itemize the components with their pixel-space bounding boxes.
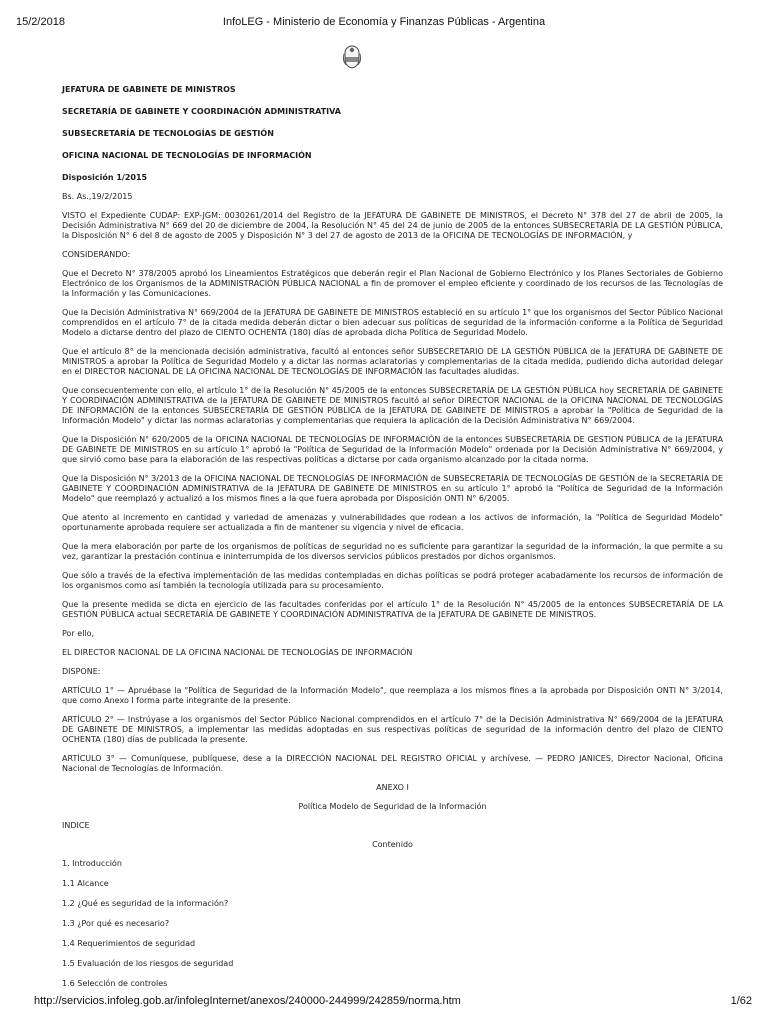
print-header bbox=[0, 16, 768, 32]
toc-item[interactable]: 1.2 ¿Qué es seguridad de la información? bbox=[62, 899, 229, 908]
dispone-label: DISPONE: bbox=[62, 667, 101, 676]
considerando-paragraph: Que la Disposición N° 3/2013 de la OFICINA NACIONAL DE TECNOLOGÍAS DE INFORMACIÓN de SUBSECRETARÍA DE TECNOLOGÍAS DE GESTIÓN de la SECRETARÍA DE GABINETE Y COORDINACIÓN ADMINISTRATIVA de la JEFATURA DE GABINETE DE MINISTROS en su artículo 1° aprobó la "Política de Seguridad de la Información Modelo" que reemplazó y actualizó a los mismos fines a la que fuera aprobada por Disposición ONTI N° 6/2005. bbox=[62, 474, 723, 503]
articulo-2: ARTÍCULO 2° — Instrúyase a los organismos del Sector Público Nacional comprendidos en el artículo 7° de la Decisión Administrativa N° 669/2004 de la JEFATURA DE GABINETE DE MINISTROS, a implementar las medidas adoptadas en sus respectivas políticas de seguridad de la información dentro del plazo de CIENTO OCHENTA (180) días de publicada la presente. bbox=[62, 715, 723, 744]
place-date: Bs. As.,19/2/2015 bbox=[62, 192, 133, 201]
considerando-paragraph: Que el Decreto N° 378/2005 aprobó los Lineamientos Estratégicos que deberán regir el Plan Nacional de Gobierno Electrónico y los Planes Sectoriales de Gobierno Electrónico de los Organismos de la ADMINISTRACIÓN PÚBLICA NACIONAL a fin de promover el empleo eficiente y coordinado de los recursos de las Tecnologías de la Información y las Comunicaciones. bbox=[62, 269, 723, 298]
disposicion-number: Disposición 1/2015 bbox=[62, 173, 148, 182]
considerando-paragraph: Que el artículo 8° de la mencionada decisión administrativa, facultó al entonces señor SUBSECRETARIO DE LA GESTIÓN PÚBLICA de la JEFATURA DE GABINETE DE MINISTROS a aprobar la Política de Seguridad Modelo y a dictar las normas aclaratorias y complementarias de la citada medida, pudiendo dicha autoridad delegar en el DIRECTOR NACIONAL DE LA OFICINA NACIONAL DE TECNOLOGÍAS DE INFORMACIÓN las facultades aludidas. bbox=[62, 347, 723, 376]
toc-item[interactable]: 1. Introducción bbox=[62, 859, 122, 868]
considerando-paragraph: Que consecuentemente con ello, el artículo 1° de la Resolución N° 45/2005 de la entonces SUBSECRETARÍA DE LA GESTIÓN PÚBLICA hoy SECRETARÍA DE GABINETE Y COORDINACIÓN ADMINISTRATIVA de la JEFATURA DE GABINETE DE MINISTROS facultó al señor DIRECTOR NACIONAL de la OFICINA NACIONAL DE TECNOLOGÍAS DE INFORMACIÓN de la entonces SUBSECRETARÍA DE GESTIÓN PÚBLICA de la JEFATURA DE GABINETE DE MINISTROS a aprobar la "Política de Seguridad de la Información Modelo" y dictar las normas aclaratorias y complementarias que requiera la aplicación de la Decisión Administrativa N° 669/2004. bbox=[62, 386, 723, 425]
argentina-coat-of-arms-icon bbox=[341, 44, 363, 70]
print-page-number: 1/62 bbox=[730, 995, 752, 1007]
considerando-paragraph: Que la presente medida se dicta en ejercicio de las facultades conferidas por el artículo 1° de la Resolución N° 45/2005 de la entonces SUBSECRETARÍA DE LA GESTIÓN PÚBLICA actual SECRETARÍA DE GABINETE Y COORDINACIÓN ADMINISTRATIVA de la JEFATURA DE GABINETE DE MINISTROS. bbox=[62, 600, 723, 619]
toc-item[interactable]: 1.6 Selección de controles bbox=[62, 979, 168, 988]
considerando-paragraph: Que atento al incremento en cantidad y variedad de amenazas y vulnerabilidades que rodean a los activos de información, la "Política de Seguridad Modelo" oportunamente aprobada requiere ser actualizada a fin de mantener su vigencia y nivel de eficacia. bbox=[62, 513, 723, 532]
considerando-paragraph: Que la mera elaboración por parte de los organismos de políticas de seguridad no es suficiente para garantizar la seguridad de la información, la que permite a su vez, garantizar la prestación continua e ininterrumpida de los diversos servicios públicos prestados por dichos organismos. bbox=[62, 542, 723, 561]
heading-secretaria: SECRETARÍA DE GABINETE Y COORDINACIÓN ADMINISTRATIVA bbox=[62, 107, 341, 116]
contenido-label: Contenido bbox=[372, 840, 413, 849]
toc-item[interactable]: 1.5 Evaluación de los riesgos de seguridad bbox=[62, 959, 234, 968]
norma-content bbox=[62, 85, 723, 999]
anexo-title: Política Modelo de Seguridad de la Información bbox=[298, 802, 487, 811]
print-page-title: InfoLEG - Ministerio de Economía y Finanzas Públicas - Argentina bbox=[222, 16, 546, 28]
toc-item[interactable]: 1.3 ¿Por qué es necesario? bbox=[62, 919, 170, 928]
toc-item[interactable]: 1.4 Requerimientos de seguridad bbox=[62, 939, 196, 948]
considerando-label: CONSIDERANDO: bbox=[62, 250, 131, 259]
print-footer bbox=[0, 995, 768, 1011]
heading-oficina: OFICINA NACIONAL DE TECNOLOGÍAS DE INFORMACIÓN bbox=[62, 151, 312, 160]
director-line: EL DIRECTOR NACIONAL DE LA OFICINA NACIONAL DE TECNOLOGÍAS DE INFORMACIÓN bbox=[62, 648, 413, 657]
considerando-paragraph: Que la Decisión Administrativa N° 669/2004 de la JEFATURA DE GABINETE DE MINISTROS estableció en su artículo 1° que los organismos del Sector Público Nacional comprendidos en el artículo 7° de la citada medida deberán dictar o bien adecuar sus políticas de seguridad de la información conforme a la Política de Seguridad Modelo a dictarse dentro del plazo de CIENTO OCHENTA (180) días de aprobada dicha Política de Seguridad Modelo. bbox=[62, 308, 723, 337]
considerando-paragraph: Que la Disposición N° 620/2005 de la OFICINA NACIONAL DE TECNOLOGÍAS DE INFORMACIÓN de la entonces SUBSECRETARÍA DE GESTION PÚBLICA de la JEFATURA DE GABINETE DE MINISTROS en su artículo 1° aprobó la "Política de Seguridad de la Información Modelo" ordenada por la Decisión Administrativa N° 669/2004, y que sirvió como base para la elaboración de las respectivas políticas a dictarse por cada organismo alcanzado por la citada norma. bbox=[62, 435, 723, 464]
articulo-1: ARTÍCULO 1° — Apruébase la "Política de Seguridad de la Información Modelo", que reemplaza a los mismos fines a la aprobada por Disposición ONTI N° 3/2014, que como Anexo I forma parte integrante de la presente. bbox=[62, 686, 723, 705]
visto-paragraph: VISTO el Expediente CUDAP: EXP-JGM: 0030261/2014 del Registro de la JEFATURA DE GABINETE DE MINISTROS, el Decreto N° 378 del 27 de abril de 2005, la Decisión Administrativa N° 669 del 20 de diciembre de 2004, la Resolución N° 45 del 24 de junio de 2005 de la entonces SUBSECRETARÍA DE LA GESTIÓN PÚBLICA, la Disposición N° 6 del 8 de agosto de 2005 y Disposición N° 3 del 27 de agosto de 2013 de la OFICINA DE TECNOLOGÍAS DE INFORMACIÓN, y bbox=[62, 211, 723, 240]
articulo-3: ARTÍCULO 3° — Comuníquese, publíquese, dese a la DIRECCIÓN NACIONAL DEL REGISTRO OFICIAL y archívese. — PEDRO JANICES, Director Nacional, Oficina Nacional de Tecnologías de Información. bbox=[62, 754, 723, 773]
heading-subsecretaria: SUBSECRETARÍA DE TECNOLOGÍAS DE GESTIÓN bbox=[62, 129, 274, 138]
print-url: http://servicios.infoleg.gob.ar/infolegInternet/anexos/240000-244999/242859/norma.htm bbox=[34, 995, 461, 1007]
por-ello: Por ello, bbox=[62, 629, 95, 638]
anexo-label: ANEXO I bbox=[376, 783, 409, 792]
print-date: 15/2/2018 bbox=[16, 16, 65, 28]
heading-jefatura: JEFATURA DE GABINETE DE MINISTROS bbox=[62, 85, 236, 94]
toc-item[interactable]: 1.1 Alcance bbox=[62, 879, 109, 888]
indice-label: INDICE bbox=[62, 821, 90, 830]
considerando-paragraph: Que sólo a través de la efectiva implementación de las medidas contempladas en dichas políticas se podrá proteger acabadamente los recursos de información de los organismos como así también la tecnología utilizada para su procesamiento. bbox=[62, 571, 723, 590]
